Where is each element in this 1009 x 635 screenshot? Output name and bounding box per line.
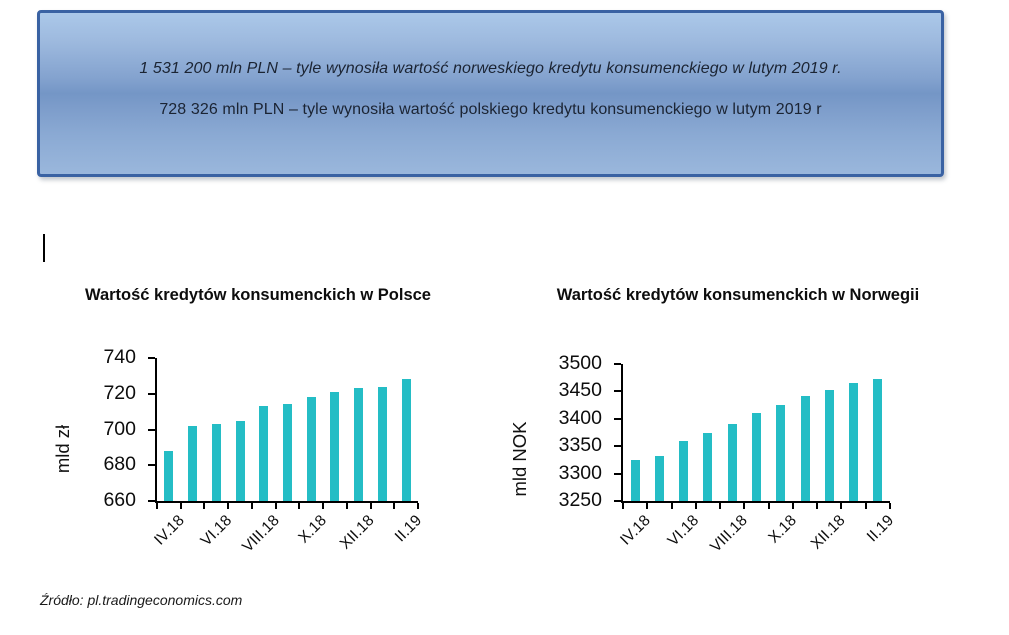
bar: [307, 397, 316, 501]
bar: [164, 451, 173, 501]
x-tick-label: IV.18: [617, 512, 655, 549]
bar: [212, 424, 221, 501]
y-tick-mark: [614, 500, 621, 502]
x-tick-mark: [346, 503, 348, 509]
x-tick-mark: [695, 503, 697, 509]
banner-line-norway: 1 531 200 mln PLN – tyle wynosiła wartość norweskiego kredytu konsumenckiego w lutym 2019 r.: [139, 60, 842, 77]
y-tick-label: 740: [103, 346, 136, 368]
y-tick-mark: [614, 390, 621, 392]
chart-title-norway: Wartość kredytów konsumenckich w Norwegii: [556, 286, 920, 304]
x-tick-label: VI.18: [197, 512, 236, 550]
bar: [849, 383, 858, 501]
y-tick-mark: [148, 429, 155, 431]
y-tick-mark: [148, 500, 155, 502]
x-axis-line: [621, 501, 890, 503]
y-axis-line: [155, 358, 157, 503]
x-tick-mark: [275, 503, 277, 509]
x-tick-mark: [298, 503, 300, 509]
bar: [752, 413, 761, 501]
bar: [655, 456, 664, 501]
y-tick-mark: [614, 418, 621, 420]
x-tick-label: VI.18: [665, 512, 703, 550]
y-tick-label: 3400: [558, 406, 602, 429]
bar: [631, 460, 640, 501]
y-axis-line: [621, 364, 623, 503]
x-tick-mark: [865, 503, 867, 509]
x-tick-label: X.18: [295, 512, 331, 547]
x-tick-mark: [889, 503, 891, 509]
x-tick-mark: [322, 503, 324, 509]
bar: [378, 387, 387, 501]
y-tick-label: 700: [103, 417, 136, 440]
x-tick-label: IV.18: [151, 512, 188, 549]
y-tick-label: 3500: [558, 352, 602, 374]
bar: [259, 406, 268, 501]
y-tick-label: 3300: [558, 461, 602, 484]
x-tick-mark: [227, 503, 229, 509]
x-tick-mark: [417, 503, 419, 509]
x-tick-mark: [671, 503, 673, 509]
bar: [679, 441, 688, 501]
bar: [801, 396, 810, 501]
x-tick-label: X.18: [765, 512, 800, 547]
x-tick-label: XII.18: [337, 512, 378, 553]
bar: [402, 379, 411, 501]
x-tick-mark: [646, 503, 648, 509]
bar: [188, 426, 197, 501]
bar: [236, 421, 245, 501]
x-tick-label: II.19: [863, 512, 897, 546]
x-tick-mark: [743, 503, 745, 509]
bar: [728, 424, 737, 501]
bar: [873, 379, 882, 501]
y-tick-mark: [148, 357, 155, 359]
x-tick-label: VIII.18: [707, 512, 752, 556]
bar: [703, 433, 712, 502]
y-tick-label: 680: [103, 453, 136, 476]
x-tick-mark: [203, 503, 205, 509]
x-tick-mark: [251, 503, 253, 509]
y-tick-label: 3450: [558, 379, 602, 402]
x-tick-label: XII.18: [807, 512, 849, 553]
x-tick-mark: [393, 503, 395, 509]
source-note: Źródło: pl.tradingeconomics.com: [40, 592, 243, 608]
bar: [283, 404, 292, 501]
chart-title-poland: Wartość kredytów konsumenckich w Polsce: [84, 286, 431, 304]
y-tick-label: 660: [103, 489, 136, 511]
x-tick-mark: [816, 503, 818, 509]
x-tick-mark: [792, 503, 794, 509]
x-tick-label: VIII.18: [239, 512, 283, 556]
bar: [330, 392, 339, 501]
y-tick-mark: [614, 363, 621, 365]
y-axis-title-poland: mld zł: [52, 424, 73, 474]
y-tick-label: 720: [103, 381, 136, 404]
y-tick-label: 3350: [558, 434, 602, 457]
y-tick-mark: [614, 473, 621, 475]
bar: [776, 405, 785, 501]
bar: [825, 390, 834, 501]
x-tick-mark: [180, 503, 182, 509]
x-tick-mark: [768, 503, 770, 509]
x-tick-mark: [840, 503, 842, 509]
x-tick-mark: [370, 503, 372, 509]
x-axis-line: [155, 501, 418, 503]
y-tick-mark: [148, 393, 155, 395]
y-tick-label: 3250: [558, 489, 602, 511]
x-tick-mark: [719, 503, 721, 509]
x-tick-mark: [622, 503, 624, 509]
x-tick-mark: [156, 503, 158, 509]
banner-line-poland: 728 326 mln PLN – tyle wynosiła wartość polskiego kredytu konsumenckiego w lutym 2019 r: [159, 101, 822, 118]
bar: [354, 388, 363, 501]
y-tick-mark: [148, 464, 155, 466]
y-axis-title-norway: mld NOK: [509, 421, 530, 497]
x-tick-label: II.19: [391, 512, 426, 546]
y-tick-mark: [614, 445, 621, 447]
